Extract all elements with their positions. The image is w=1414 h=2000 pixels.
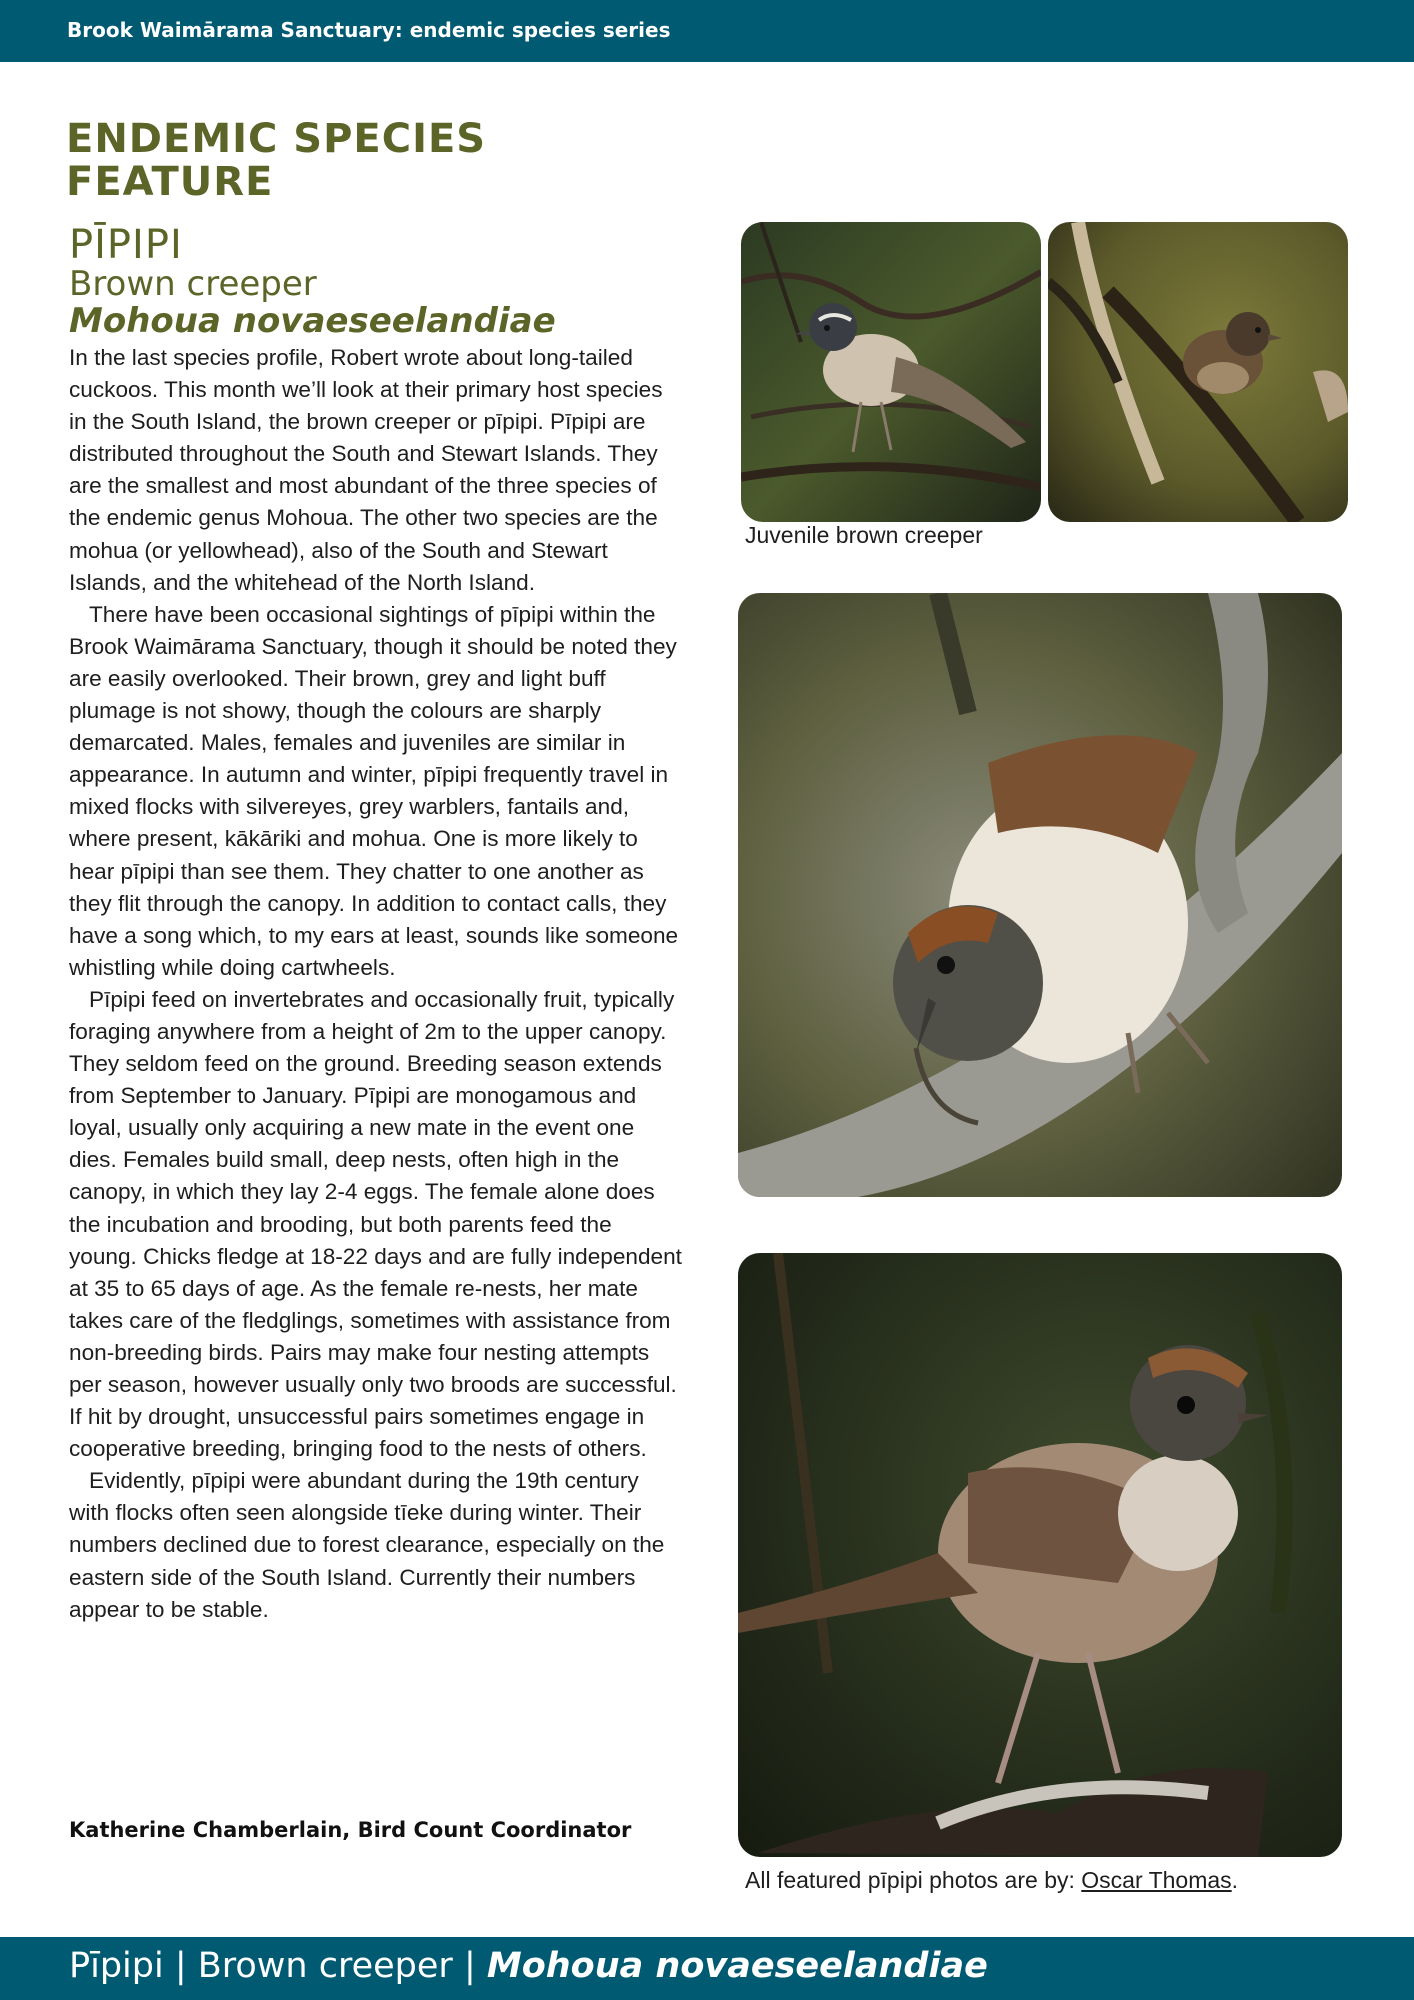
species-common-name: Brown creeper [69, 264, 317, 304]
article-author: Katherine Chamberlain, Bird Count Coordinator [69, 1818, 632, 1842]
footer-title [69, 1946, 988, 1986]
adult-standing-photo [738, 1253, 1342, 1857]
footer-maori-name: Pīpipi [69, 1946, 164, 1986]
juvenile-photo-right [1048, 222, 1348, 522]
footer-scientific-name: Mohoua novaeseelandiae [486, 1946, 988, 1986]
article-paragraph: Pīpipi feed on invertebrates and occasionally fruit, typically foraging anywhere from a height of 2m to the upper canopy. They seldom feed on the ground. Breeding season extends from September to January. Pīpipi are monogamous and loyal, usually only acquiring a new mate in the event one dies. Females build small, deep nests, often high in the canopy, in which they lay 2-4 eggs. The female alone does the incubation and brooding, but both parents feed the young. Chicks fledge at 18-22 days and are fully independent at 35 to 65 days of age. As the female re-nests, her mate takes care of the fledglings, sometimes with assistance from non-breeding birds. Pairs may make four nesting attempts per season, however usually only two broods are successful. If hit by drought, unsuccessful pairs sometimes engage in cooperative breeding, bringing food to the nests of others. [69, 986, 682, 1462]
photographer-link[interactable]: Oscar Thomas [1081, 1867, 1232, 1893]
bird-photo-image [741, 222, 1041, 522]
photo-credit-prefix: All featured pīpipi photos are by: [745, 1867, 1082, 1893]
feature-heading: ENDEMIC SPECIES FEATURE [66, 116, 487, 205]
bottom-banner [0, 1937, 1414, 2000]
bird-photo-image [738, 1253, 1342, 1857]
article-paragraph: There have been occasional sightings of pīpipi within the Brook Waimārama Sanctuary, though it should be noted they are easily overlooked. Their brown, grey and light buff plumage is not showy, though the colours are sharply demarcated. Males, females and juveniles are similar in appearance. In autumn and winter, pīpipi frequently travel in mixed flocks with silvereyes, grey warblers, fantails and, where present, kākāriki and mohua. One is more likely to hear pīpipi than see them. They chatter to one another as they flit through the canopy. In addition to contact calls, they have a song which, to my ears at least, sounds like someone whistling while doing cartwheels. [69, 601, 679, 980]
article-body [69, 342, 684, 1626]
species-maori-name: PĪPIPI [69, 222, 183, 268]
photo-credit-suffix: . [1231, 1867, 1239, 1893]
footer-separator: | [163, 1946, 198, 1986]
adult-feeding-photo [738, 593, 1342, 1197]
bird-photo-image [738, 593, 1342, 1197]
article-paragraph: Evidently, pīpipi were abundant during the 19th century with flocks often seen alongside tīeke during winter. Their numbers declined due to forest clearance, especially on the eastern side of the South Island. Currently their numbers appear to be stable. [69, 1468, 665, 1622]
footer-common-name: Brown creeper [197, 1946, 453, 1986]
photo-credit [745, 1867, 1238, 1894]
article-paragraph: In the last species profile, Robert wrote about long-tailed cuckoos. This month we’ll look at their primary host species in the South Island, the brown creeper or pīpipi. Pīpipi are distributed throughout the South and Stewart Islands. They are the smallest and most abundant of the three species of the endemic genus Mohoua. The other two species are the mohua (or yellowhead), also of the South and Stewart Islands, and the whitehead of the North Island. [69, 345, 663, 595]
series-title: Brook Waimārama Sanctuary: endemic species series [67, 18, 671, 42]
juvenile-photo-left [741, 222, 1041, 522]
footer-separator: | [452, 1946, 487, 1986]
top-banner [0, 0, 1414, 62]
bird-photo-image [1048, 222, 1348, 522]
juvenile-photo-caption: Juvenile brown creeper [745, 522, 983, 548]
species-scientific-name: Mohoua novaeseelandiae [69, 301, 556, 341]
